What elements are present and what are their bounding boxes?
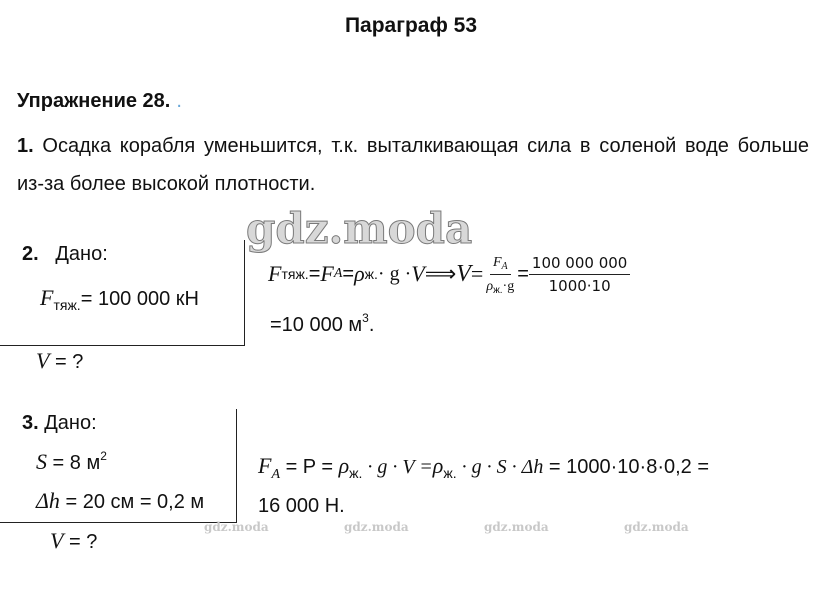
- task3-find-text: = ?: [63, 531, 98, 553]
- eq2-implies: ⟹: [424, 261, 457, 286]
- eq2-rho-sub: ж.: [364, 266, 378, 282]
- eq3-P: = P =: [280, 456, 339, 478]
- task3-given-area: [36, 449, 107, 475]
- task2-equation: [268, 252, 630, 296]
- task2-result-end: .: [368, 314, 375, 336]
- page-title: Параграф 53: [344, 14, 478, 37]
- eq3-rho: ρ: [338, 453, 350, 478]
- task2-result: [270, 311, 374, 337]
- task1-number: 1.: [17, 135, 34, 157]
- task3-number: 3.: [22, 412, 39, 434]
- task1-text: Осадка корабля уменьшится, т.к. выталкивающая сила в соленой воде больше из-за более высокой плотности.: [17, 135, 809, 195]
- eq2-eq3: =: [470, 261, 484, 286]
- eq2-FA-sub: A: [333, 266, 343, 281]
- task3-given-divider: [0, 522, 237, 523]
- eq2-frac1-den-g: ·g: [502, 278, 515, 294]
- task3-s-sym: S: [36, 449, 47, 474]
- task2-given-value: = 100 000 кН: [80, 288, 199, 310]
- watermark-small-4: gdz.moda: [624, 520, 689, 534]
- task3-result: 16 000 Н.: [258, 495, 345, 517]
- task3-find: [50, 528, 97, 554]
- task3-dh-value: = 20 см = 0,2 м: [59, 491, 205, 513]
- task2-result-text: =10 000 м: [270, 314, 363, 336]
- eq3-rho2: ρ: [432, 453, 444, 478]
- eq2-eq4: =: [517, 262, 529, 285]
- task2-given-header: [22, 243, 108, 266]
- task3-given-header: [22, 412, 97, 435]
- task2-find-text: = ?: [49, 351, 84, 373]
- eq3-rho2-sub: ж.: [443, 465, 457, 481]
- eq2-frac1-den-rho: ρ: [486, 278, 494, 294]
- exercise-title: [17, 90, 182, 113]
- exercise-title-dot: .: [176, 90, 182, 112]
- eq3-gV: · g · V =: [362, 456, 433, 478]
- eq2-V2: V: [456, 260, 471, 287]
- watermark-small-3: gdz.moda: [484, 520, 549, 534]
- task2-given-vline: [244, 240, 245, 346]
- task2-given-sub: тяж.: [53, 297, 81, 313]
- eq2-g: · g ·: [377, 262, 412, 285]
- task3-given-depth: [36, 488, 204, 514]
- eq2-frac2-den: 1000·10: [548, 276, 611, 295]
- eq3-num: = 1000·10·8·0,2 =: [543, 456, 710, 478]
- eq2-V: V: [411, 261, 425, 286]
- eq3-gSdh: · g · S · Δh: [456, 456, 544, 478]
- eq2-frac2: [529, 254, 630, 295]
- eq2-frac1: [483, 253, 517, 296]
- watermark-small-1: gdz.moda: [204, 520, 269, 534]
- eq2-eq1: =: [308, 262, 321, 285]
- task3-find-sym: V: [50, 528, 64, 553]
- task3-given-label: Дано:: [38, 412, 97, 434]
- task2-find-sym: V: [36, 348, 50, 373]
- eq2-frac1-den-sub: ж.: [493, 284, 503, 296]
- eq2-rho: ρ: [354, 261, 365, 286]
- task3-dh-sym: Δh: [36, 488, 60, 513]
- eq2-F-sub: тяж.: [281, 266, 309, 282]
- task3-s-value: = 8 м: [47, 452, 101, 474]
- eq3-rho-sub: ж.: [349, 465, 363, 481]
- task1-paragraph: [17, 127, 809, 203]
- eq2-frac1-num-F: F: [492, 254, 502, 270]
- exercise-title-text: Упражнение 28.: [17, 90, 171, 112]
- eq3-FA-sub: A: [271, 467, 281, 482]
- task2-find: [36, 348, 83, 374]
- task2-given-divider: [0, 345, 245, 346]
- task3-equation: [258, 453, 709, 483]
- task2-given-label: Дано:: [55, 243, 108, 265]
- eq2-frac2-num: 100 000 000: [529, 254, 630, 275]
- task2-given-force: [40, 285, 199, 313]
- eq2-frac1-num-sub: A: [501, 260, 508, 272]
- eq2-F: F: [268, 261, 282, 286]
- eq2-FA: F: [320, 261, 334, 286]
- task2-given-sym: F: [40, 285, 54, 310]
- eq2-frac1-den: [483, 275, 517, 296]
- watermark-logo: gdz.moda: [246, 204, 473, 253]
- eq2-eq2: =: [342, 262, 355, 285]
- eq3-FA: F: [258, 453, 272, 478]
- task3-s-sup: 2: [100, 449, 107, 463]
- task3-given-vline: [236, 409, 237, 523]
- watermark-small-2: gdz.moda: [344, 520, 409, 534]
- task2-number: 2.: [22, 243, 39, 265]
- task2-result-sup: 3: [362, 311, 369, 325]
- eq2-frac1-num: [490, 253, 511, 275]
